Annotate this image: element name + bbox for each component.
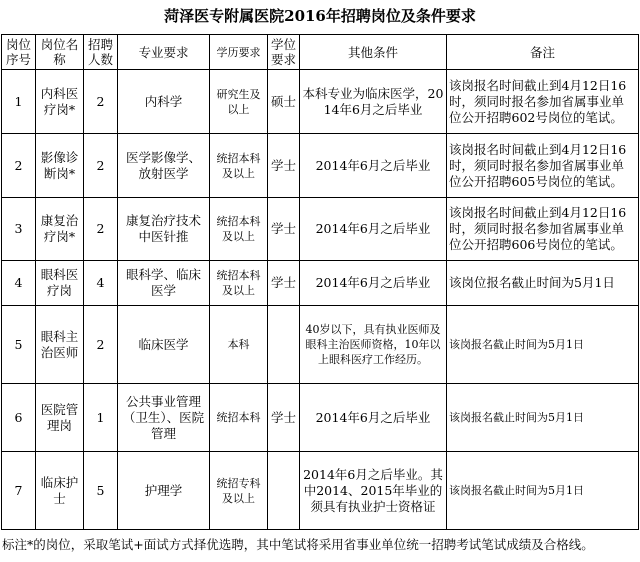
cell-count: 2 — [84, 306, 118, 384]
cell-remark: 该岗报名时间截止到4月12日16时，须同时报名参加省属事业单位公开招聘605号岗位的笔试。 — [447, 134, 639, 198]
cell-education: 本科 — [210, 306, 268, 384]
cell-other: 40岁以下，具有执业医师及眼科主治医师资格，10年以上眼科医疗工作经历。 — [300, 306, 447, 384]
cell-major: 公共事业管理（卫生）、医院管理 — [118, 384, 210, 452]
cell-education: 统招本科 — [210, 384, 268, 452]
cell-count: 5 — [84, 452, 118, 530]
cell-name: 内科医疗岗* — [36, 70, 84, 134]
page-title: 菏泽医专附属医院2016年招聘岗位及条件要求 — [164, 7, 476, 25]
table-row — [2, 261, 639, 306]
cell-major: 内科学 — [118, 70, 210, 134]
cell-other: 2014年6月之后毕业。其中2014、2015年毕业的须具有执业护士资格证 — [300, 452, 447, 530]
cell-seq: 6 — [2, 384, 36, 452]
cell-remark: 该岗报名时间截止到4月12日16时，须同时报名参加省属事业单位公开招聘602号岗位的笔试。 — [447, 70, 639, 134]
cell-education: 统招本科及以上 — [210, 261, 268, 306]
cell-name: 康复治疗岗* — [36, 198, 84, 261]
cell-other: 2014年6月之后毕业 — [300, 134, 447, 198]
cell-education: 统招专科及以上 — [210, 452, 268, 530]
cell-degree: 学士 — [268, 198, 300, 261]
header-degree: 学位要求 — [268, 35, 300, 70]
cell-name: 眼科医疗岗 — [36, 261, 84, 306]
cell-count: 2 — [84, 198, 118, 261]
header-other: 其他条件 — [300, 35, 447, 70]
cell-other: 2014年6月之后毕业 — [300, 384, 447, 452]
cell-name: 医院管理岗 — [36, 384, 84, 452]
header-remark: 备注 — [447, 35, 639, 70]
cell-major: 护理学 — [118, 452, 210, 530]
cell-degree — [268, 306, 300, 384]
cell-degree: 学士 — [268, 384, 300, 452]
cell-degree: 硕士 — [268, 70, 300, 134]
header-row — [2, 35, 639, 70]
header-major: 专业要求 — [118, 35, 210, 70]
cell-major: 临床医学 — [118, 306, 210, 384]
cell-name: 影像诊断岗* — [36, 134, 84, 198]
cell-education: 统招本科及以上 — [210, 134, 268, 198]
table-row — [2, 134, 639, 198]
table-row — [2, 70, 639, 134]
cell-other: 本科专业为临床医学，2014年6月之后毕业 — [300, 70, 447, 134]
cell-count: 2 — [84, 70, 118, 134]
cell-remark: 该岗报名截止时间为5月1日 — [447, 306, 639, 384]
cell-count: 4 — [84, 261, 118, 306]
cell-seq: 5 — [2, 306, 36, 384]
cell-degree: 学士 — [268, 134, 300, 198]
cell-remark: 该岗报名时间截止到4月12日16时，须同时报名参加省属事业单位公开招聘606号岗位的笔试。 — [447, 198, 639, 261]
cell-degree — [268, 452, 300, 530]
footnote: 标注*的岗位，采取笔试+面试方式择优选聘，其中笔试将采用省事业单位统一招聘考试笔试成绩及合格线。 — [2, 537, 594, 552]
cell-count: 1 — [84, 384, 118, 452]
cell-seq: 7 — [2, 452, 36, 530]
cell-other: 2014年6月之后毕业 — [300, 198, 447, 261]
header-name: 岗位名称 — [36, 35, 84, 70]
cell-name: 眼科主治医师 — [36, 306, 84, 384]
cell-count: 2 — [84, 134, 118, 198]
header-education: 学历要求 — [210, 35, 268, 70]
table-row — [2, 384, 639, 452]
recruitment-table — [1, 34, 639, 530]
cell-major: 眼科学、临床医学 — [118, 261, 210, 306]
cell-remark: 该岗位报名截止时间为5月1日 — [447, 261, 639, 306]
cell-major: 医学影像学、放射医学 — [118, 134, 210, 198]
cell-seq: 1 — [2, 70, 36, 134]
header-seq: 岗位序号 — [2, 35, 36, 70]
cell-remark: 该岗报名截止时间为5月1日 — [447, 384, 639, 452]
table-row — [2, 198, 639, 261]
cell-major: 康复治疗技术中医针推 — [118, 198, 210, 261]
cell-education: 研究生及以上 — [210, 70, 268, 134]
cell-seq: 2 — [2, 134, 36, 198]
table-row — [2, 452, 639, 530]
cell-seq: 3 — [2, 198, 36, 261]
cell-degree: 学士 — [268, 261, 300, 306]
cell-education: 统招本科及以上 — [210, 198, 268, 261]
cell-seq: 4 — [2, 261, 36, 306]
table-row — [2, 306, 639, 384]
header-count: 招聘人数 — [84, 35, 118, 70]
cell-name: 临床护士 — [36, 452, 84, 530]
cell-other: 2014年6月之后毕业 — [300, 261, 447, 306]
cell-remark: 该岗报名截止时间为5月1日 — [447, 452, 639, 530]
